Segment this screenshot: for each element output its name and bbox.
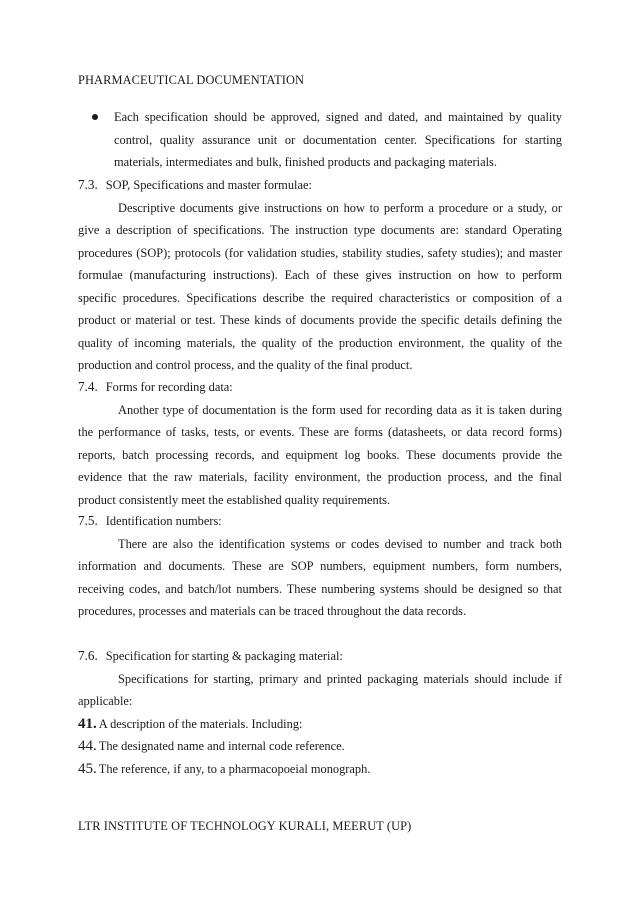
page-footer: LTR INSTITUTE OF TECHNOLOGY KURALI, MEERUT (UP) (78, 819, 412, 833)
list-item (78, 735, 562, 758)
section-title: SOP, Specifications and master formulae: (105, 178, 312, 192)
section-heading (78, 510, 562, 533)
section-number: 7.4. (78, 379, 98, 394)
section-body: Specifications for starting, primary and printed packaging materials should include if applicable: (78, 671, 562, 708)
item-text: A description of the materials. Including: (98, 716, 303, 731)
item-number: 44. (78, 738, 97, 754)
section-heading (78, 376, 562, 399)
section-title: Specification for starting & packaging material: (105, 649, 343, 663)
page-header: PHARMACEUTICAL DOCUMENTATION (78, 73, 305, 87)
item-text: The reference, if any, to a pharmacopoeial monograph. (98, 761, 371, 776)
section-number: 7.6. (78, 648, 98, 663)
list-item (78, 758, 562, 781)
section-heading (78, 174, 562, 197)
section-7-5 (78, 510, 562, 623)
item-number: 45. (78, 760, 97, 777)
bullet-list (78, 106, 562, 174)
bullet-item (78, 106, 562, 174)
section-7-3 (78, 174, 562, 377)
section-body: There are also the identification systems or codes devised to number and track both information and documents. These are SOP numbers, equipment numbers, form numbers, receiving codes, and batch/lot numbers. These numbering systems should be designed so that procedures, processes and materials can be traced throughout the data records. (78, 536, 562, 618)
document-page (78, 0, 562, 903)
bullet-dot-icon (92, 114, 98, 120)
section-body: Another type of documentation is the form used for recording data as it is taken during the performance of tasks, tests, or events. These are forms (datasheets, or data record forms) reports, batch processing records, and equipment log books. These documents provide the evidence that the raw materials, facility environment, the production process, and the final product consistently meet the established quality requirements. (78, 402, 562, 507)
bullet-text: Each specification should be approved, signed and dated, and maintained by quality control, quality assurance unit or documentation center. Specifications for starting materials, intermediates and bulk, finished products and packaging materials. (114, 110, 562, 169)
item-number: 41. (78, 715, 97, 732)
section-heading (78, 645, 562, 668)
section-title: Forms for recording data: (105, 380, 233, 394)
section-number: 7.5. (78, 513, 98, 528)
list-item (78, 713, 562, 736)
section-number: 7.3. (78, 177, 98, 192)
section-title: Identification numbers: (105, 514, 222, 528)
section-body: Descriptive documents give instructions on how to perform a procedure or a study, or give a description of specifications. The instruction type documents are: standard Operating procedures (SOP); protocols (for validation studies, stability studies, safety studies); and master formulae (manufacturing instructions). Each of these gives instruction on how to perform specific procedures. Specifications describe the required characteristics or composition of a product or material or test. These kinds of documents provide the specific details defining the quality of incoming materials, the quality of the production environment, the quality of the production and control process, and the quality of the final product. (78, 200, 562, 372)
section-7-4 (78, 376, 562, 511)
item-text: The designated name and internal code reference. (98, 739, 345, 753)
section-7-6 (78, 645, 562, 780)
